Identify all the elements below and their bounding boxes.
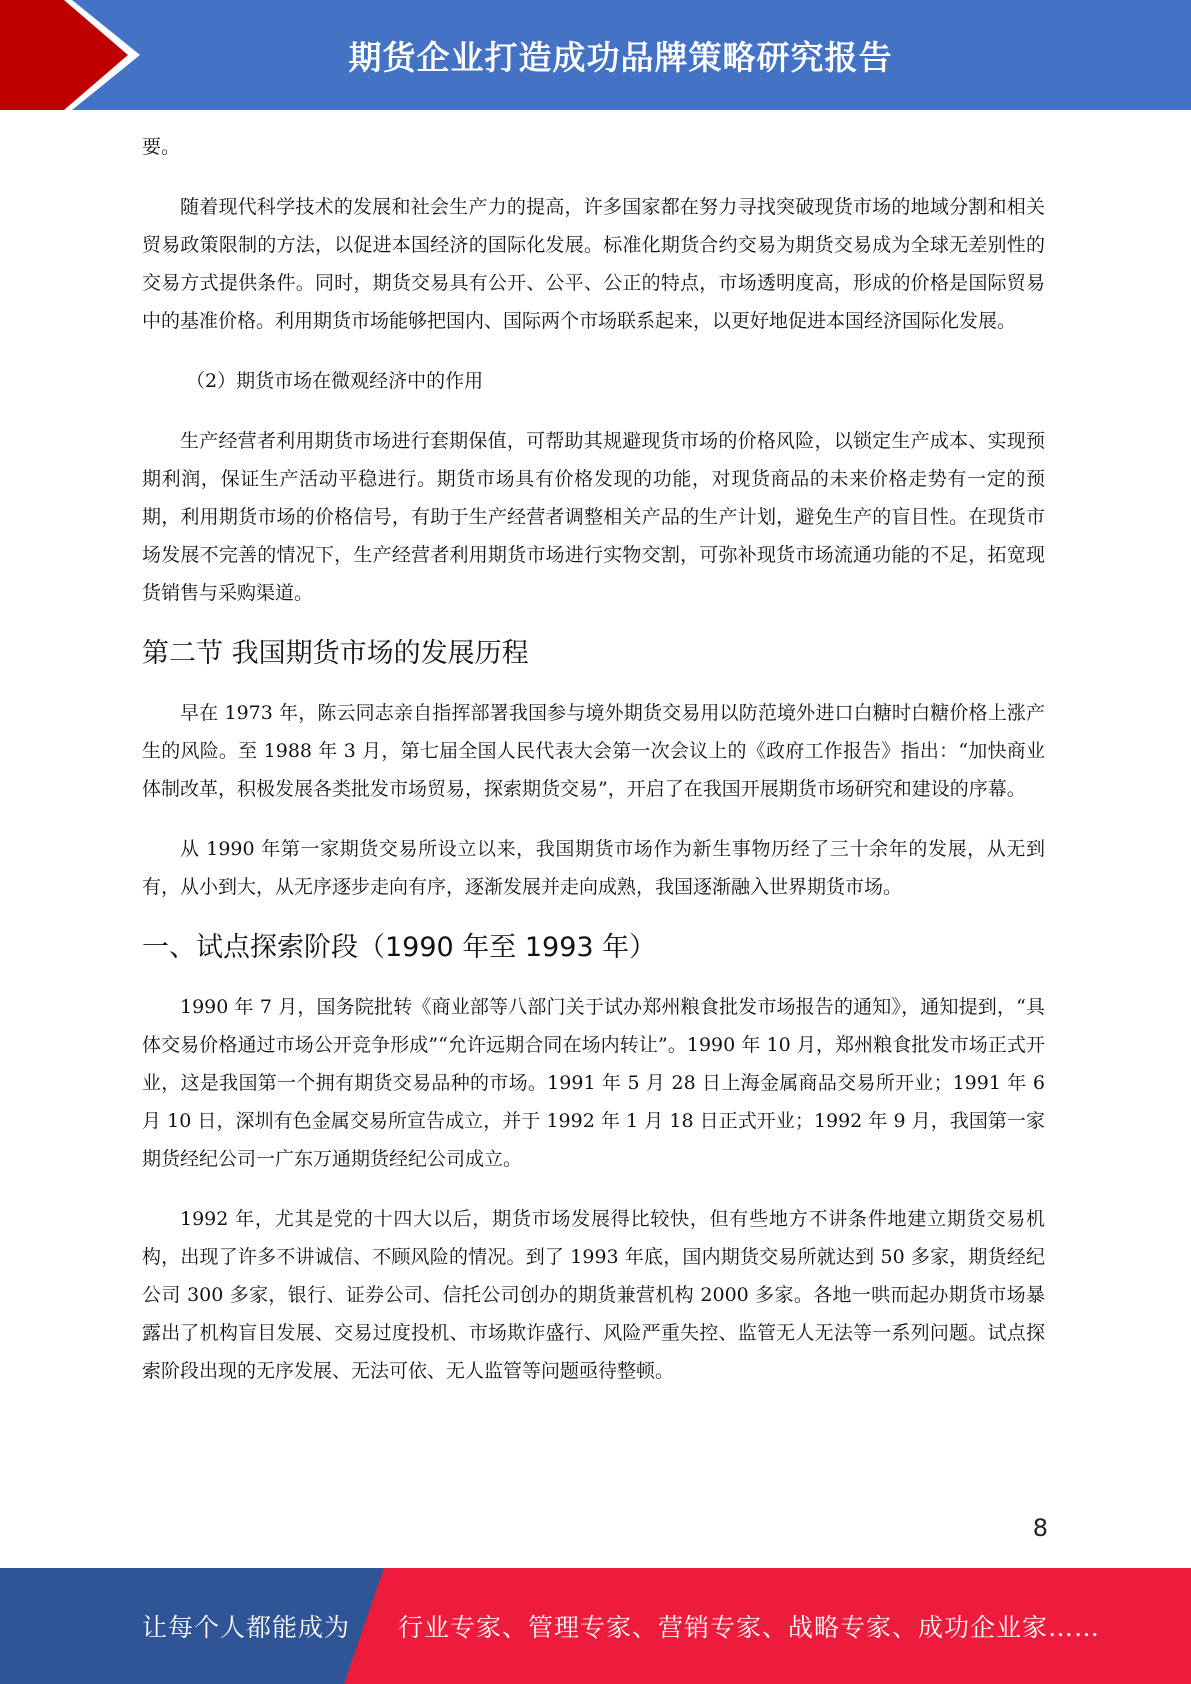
footer-slogan-left: 让每个人都能成为 bbox=[142, 1613, 351, 1642]
paragraph: 1990 年 7 月，国务院批转《商业部等八部门关于试办郑州粮食批发市场报告的通知》，通知提到，“具体交易价格通过市场公开竞争形成”“允许远期合同在场内转让”。1990 年 10 月，郑州粮食批发市场正式开业，这是我国第一个拥有期货交易品种的市场。1991 年 5 月 28 日上海金属商品交易所开业；1991 年 6 月 10 日，深圳有色金属交易所宣告成立，并于 1992 年 1 月 18 日正式开业；1992 年 9 月，我国第一家期货经纪公司一广东万通期货经纪公司成立。 bbox=[142, 996, 1045, 1170]
paragraph: 随着现代科学技术的发展和社会生产力的提高，许多国家都在努力寻找突破现货市场的地域分割和相关贸易政策限制的方法，以促进本国经济的国际化发展。标准化期货合约交易为期货交易成为全球无差别性的交易方式提供条件。同时，期货交易具有公开、公平、公正的特点，市场透明度高，形成的价格是国际贸易中的基准价格。利用期货市场能够把国内、国际两个市场联系起来，以更好地促进本国经济国际化发展。 bbox=[142, 196, 1045, 332]
header-chevron-decoration bbox=[0, 0, 160, 110]
paragraph: 生产经营者利用期货市场进行套期保值，可帮助其规避现货市场的价格风险，以锁定生产成本、实现预期利润，保证生产活动平稳进行。期货市场具有价格发现的功能，对现货商品的未来价格走势有一定的预期，利用期货市场的价格信号，有助于生产经营者调整相关产品的生产计划，避免生产的盲目性。在现货市场发展不完善的情况下，生产经营者利用期货市场进行实物交割，可弥补现货市场流通功能的不足，拓宽现货销售与采购渠道。 bbox=[142, 430, 1045, 604]
paragraph: 早在 1973 年，陈云同志亲自指挥部署我国参与境外期货交易用以防范境外进口白糖时白糖价格上涨产生的风险。至 1988 年 3 月，第七届全国人民代表大会第一次会议上的《政府工作报告》指出：“加快商业体制改革，积极发展各类批发市场贸易，探索期货交易”，开启了在我国开展期货市场研究和建设的序幕。 bbox=[142, 702, 1045, 800]
paragraph: 1992 年，尤其是党的十四大以后，期货市场发展得比较快，但有些地方不讲条件地建立期货交易机构，出现了许多不讲诚信、不顾风险的情况。到了 1993 年底，国内期货交易所就达到 50 多家，期货经纪公司 300 多家，银行、证券公司、信托公司创办的期货兼营机构 2000 多家。各地一哄而起办期货市场暴露出了机构盲目发展、交易过度投机、市场欺诈盛行、风险严重失控、监管无人无法等一系列问题。试点探索阶段出现的无序发展、无法可依、无人监管等问题亟待整顿。 bbox=[142, 1208, 1045, 1382]
report-title: 期货企业打造成功品牌策略研究报告 bbox=[348, 37, 893, 77]
page-header bbox=[0, 0, 1191, 110]
subheading: （2）期货市场在微观经济中的作用 bbox=[186, 370, 484, 392]
paragraph: 从 1990 年第一家期货交易所设立以来，我国期货市场作为新生事物历经了三十余年的发展，从无到有，从小到大，从无序逐步走向有序，逐渐发展并走向成熟，我国逐渐融入世界期货市场。 bbox=[142, 838, 1045, 898]
footer-slogan-right: 行业专家、管理专家、营销专家、战略专家、成功企业家…… bbox=[398, 1613, 1101, 1642]
paragraph: 要。 bbox=[142, 136, 181, 158]
page-footer bbox=[0, 1568, 1191, 1684]
section-heading: 第二节 我国期货市场的发展历程 bbox=[142, 638, 529, 669]
page-number: 8 bbox=[1032, 1514, 1048, 1542]
page-body bbox=[142, 128, 1045, 1412]
section-heading: 一、试点探索阶段（1990 年至 1993 年） bbox=[142, 932, 657, 963]
